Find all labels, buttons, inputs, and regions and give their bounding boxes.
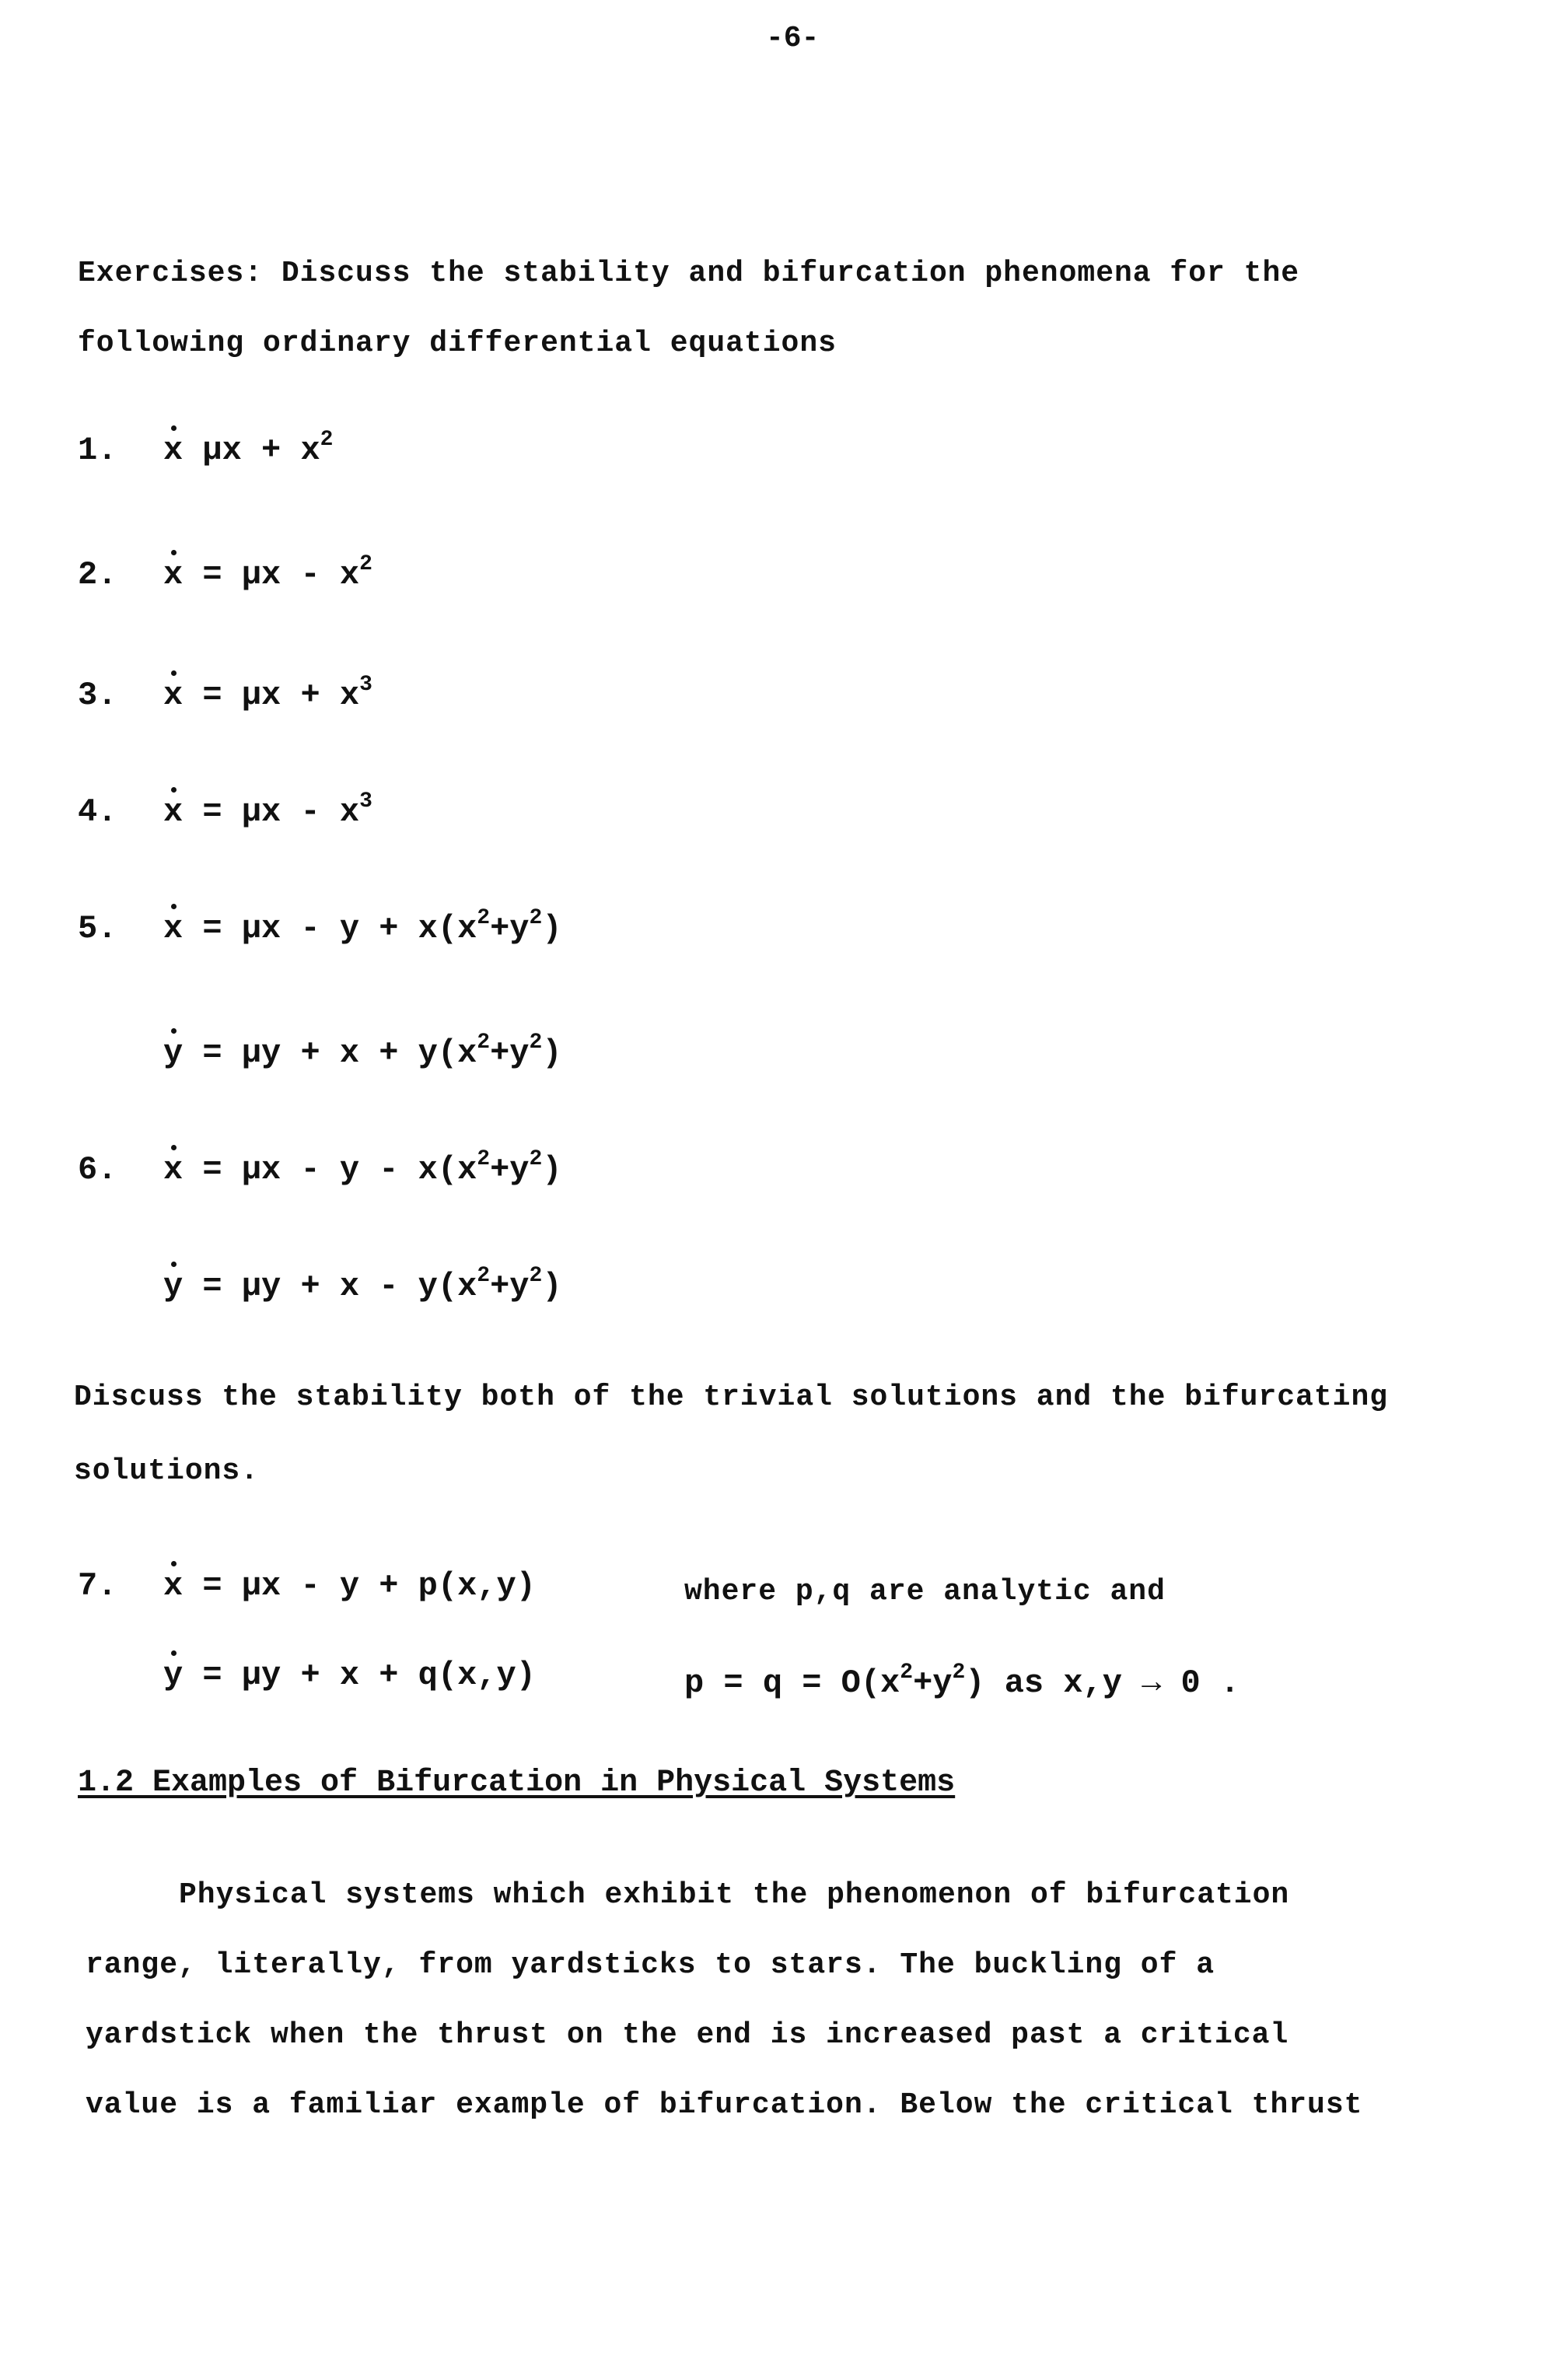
equation-lhs: x	[163, 432, 184, 469]
exponent: 2	[477, 1031, 491, 1055]
section-heading: 1.2 Examples of Bifurcation in Physical Systems	[78, 1766, 956, 1801]
condition-text: +y	[913, 1664, 953, 1702]
equation-lhs: x	[163, 1151, 184, 1188]
equation-2	[78, 552, 372, 593]
equation-rhs: )	[542, 1268, 562, 1305]
equation-lhs: x	[163, 910, 184, 947]
equation-rhs: = μx + x	[183, 677, 360, 714]
condition-text: ) as x,y → 0 .	[965, 1664, 1240, 1702]
equation-3	[78, 673, 372, 714]
equation-rhs: +y	[490, 1268, 530, 1305]
equation-lhs: x	[163, 556, 184, 593]
equation-5-x	[78, 906, 562, 947]
page-number: -6-	[766, 22, 820, 55]
equation-number: 4.	[78, 793, 117, 831]
discuss-line1: Discuss the stability both of the trivial solutions and the bifurcating	[74, 1381, 1389, 1414]
equation-rhs: )	[542, 1151, 562, 1188]
exponent: 2	[359, 552, 372, 576]
equation-number: 1.	[78, 432, 117, 469]
exponent: 2	[900, 1661, 914, 1685]
exponent: 2	[320, 428, 334, 452]
equation-lhs: x	[163, 793, 184, 831]
paragraph-line-3: yardstick when the thrust on the end is increased past a critical	[86, 2018, 1289, 2052]
equation-rhs: = μx - y + x(x	[183, 910, 477, 947]
exponent: 2	[477, 1264, 491, 1288]
equation-rhs: = μy + x + q(x,y)	[183, 1657, 536, 1694]
equation-rhs: )	[542, 910, 562, 947]
equation-6-x	[78, 1147, 562, 1188]
equation-lhs: y	[163, 1657, 184, 1694]
equation-rhs: μx + x	[183, 432, 320, 469]
condition-text: p = q = O(x	[684, 1664, 900, 1702]
equation-1	[78, 428, 334, 469]
paragraph-line-2: range, literally, from yardsticks to stars. The buckling of a	[86, 1948, 1215, 1982]
equation-4	[78, 789, 372, 831]
equation-lhs: x	[163, 677, 184, 714]
equation-lhs: x	[163, 1567, 184, 1605]
equation-rhs: +y	[490, 910, 530, 947]
paragraph-line-1: Physical systems which exhibit the phenomenon of bifurcation	[179, 1878, 1290, 1912]
exercises-intro-line1: Exercises: Discuss the stability and bifurcation phenomena for the	[78, 257, 1300, 290]
equation-lhs: y	[163, 1034, 184, 1072]
exponent: 2	[529, 1264, 543, 1288]
equation-rhs: = μy + x + y(x	[183, 1034, 477, 1072]
equation-7-y	[78, 1657, 536, 1694]
exponent: 2	[477, 906, 491, 930]
equation-5-y	[78, 1031, 562, 1072]
equation-number: 2.	[78, 556, 117, 593]
equation-6-y	[78, 1264, 562, 1305]
exponent: 3	[359, 673, 372, 697]
equation-rhs: = μx - y - x(x	[183, 1151, 477, 1188]
equation-rhs: = μx - y + p(x,y)	[183, 1567, 536, 1605]
paragraph-line-4: value is a familiar example of bifurcation. Below the critical thrust	[86, 2088, 1363, 2122]
equation-rhs: )	[542, 1034, 562, 1072]
equation-number: 7.	[78, 1567, 117, 1605]
equation-number: 3.	[78, 677, 117, 714]
equation-number: 6.	[78, 1151, 117, 1188]
equation-number: 5.	[78, 910, 117, 947]
exponent: 2	[529, 1031, 543, 1055]
equation-7-where: where p,q are analytic and	[684, 1575, 1166, 1608]
exponent: 2	[529, 906, 543, 930]
exponent: 2	[477, 1147, 491, 1171]
exponent: 2	[952, 1661, 966, 1685]
equation-rhs: = μx - x	[183, 556, 360, 593]
equation-rhs: +y	[490, 1034, 530, 1072]
equation-lhs: y	[163, 1268, 184, 1305]
equation-7-condition	[684, 1661, 1240, 1702]
exercises-intro-line2: following ordinary differential equations	[78, 327, 837, 360]
equation-rhs: = μy + x - y(x	[183, 1268, 477, 1305]
equation-rhs: +y	[490, 1151, 530, 1188]
exponent: 3	[359, 789, 372, 814]
discuss-line2: solutions.	[74, 1454, 260, 1488]
exponent: 2	[529, 1147, 543, 1171]
equation-7-x	[78, 1567, 536, 1605]
equation-rhs: = μx - x	[183, 793, 360, 831]
